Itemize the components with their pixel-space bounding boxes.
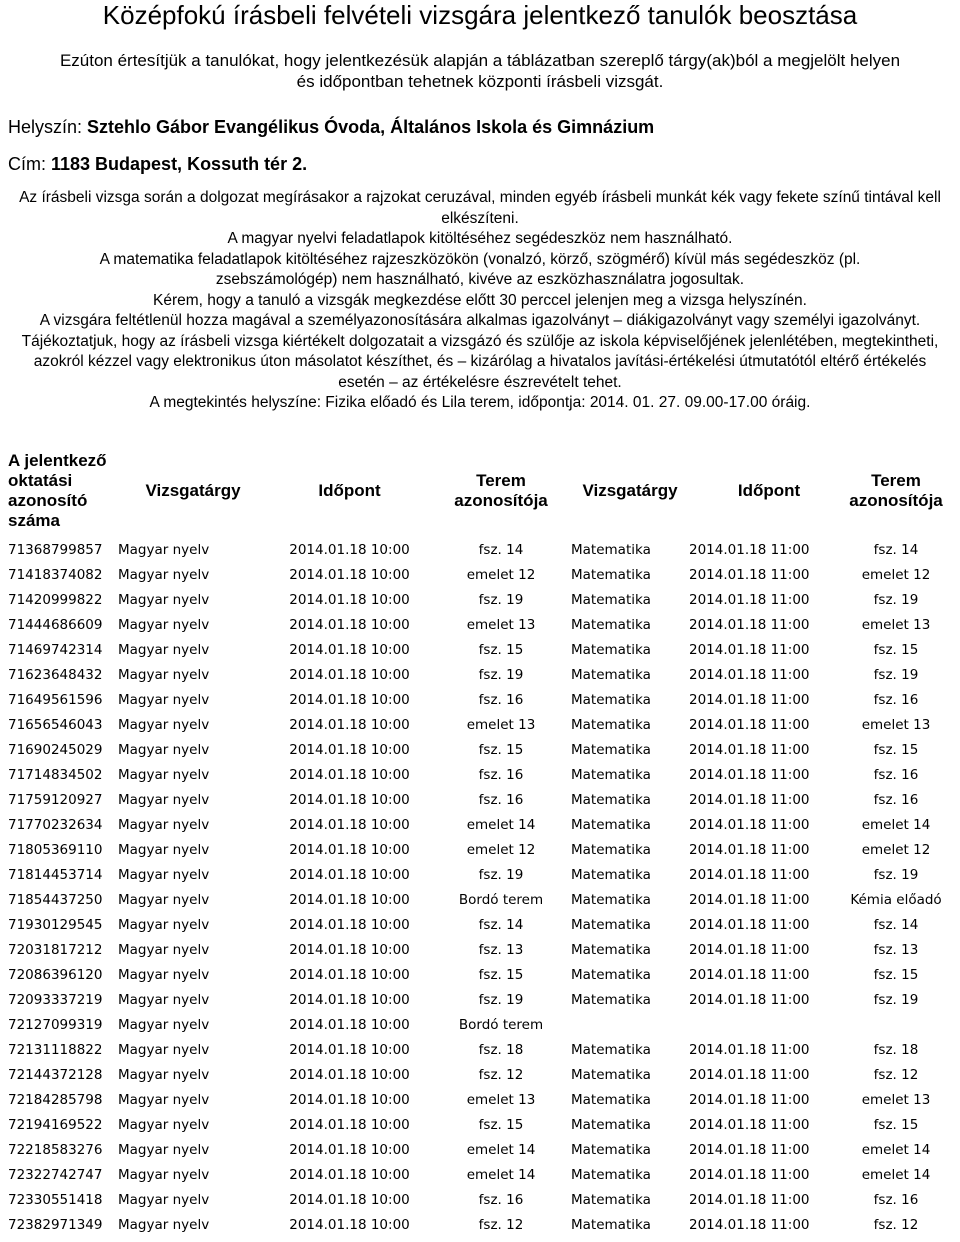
table-row <box>8 838 943 863</box>
subject-2-cell: Matematika <box>571 892 651 908</box>
table-row <box>8 1063 943 1088</box>
student-id-cell: 72031817212 <box>8 942 103 958</box>
room-1-cell: fsz. 19 <box>478 992 524 1008</box>
time-2-cell: 2014.01.18 11:00 <box>689 1117 810 1133</box>
time-2-cell: 2014.01.18 11:00 <box>689 817 810 833</box>
time-2-cell: 2014.01.18 11:00 <box>689 1067 810 1083</box>
subject-2-cell: Matematika <box>571 592 651 608</box>
exam-notes <box>0 188 960 414</box>
student-id-cell: 72194169522 <box>8 1117 103 1133</box>
room-1-cell: fsz. 14 <box>478 542 524 558</box>
room-1-cell: emelet 14 <box>466 817 536 833</box>
table-row <box>8 888 943 913</box>
time-1-cell: 2014.01.18 10:00 <box>289 592 410 608</box>
subject-2-cell: Matematika <box>571 1092 651 1108</box>
room-2-cell: emelet 13 <box>861 717 931 733</box>
time-1-cell: 2014.01.18 10:00 <box>289 917 410 933</box>
subject-1-cell: Magyar nyelv <box>118 967 210 983</box>
table-row <box>8 1038 943 1063</box>
intro-text <box>0 50 960 92</box>
table-row <box>8 663 943 688</box>
time-2-cell: 2014.01.18 11:00 <box>689 767 810 783</box>
table-row <box>8 763 943 788</box>
subject-1-cell: Magyar nyelv <box>118 1167 210 1183</box>
time-2-cell: 2014.01.18 11:00 <box>689 942 810 958</box>
header-room-2: Terem azonosítója <box>849 470 943 510</box>
subject-2-cell: Matematika <box>571 742 651 758</box>
room-1-cell: fsz. 19 <box>478 867 524 883</box>
subject-1-cell: Magyar nyelv <box>118 867 210 883</box>
time-2-cell: 2014.01.18 11:00 <box>689 542 810 558</box>
subject-1-cell: Magyar nyelv <box>118 792 210 808</box>
subject-2-cell: Matematika <box>571 1042 651 1058</box>
subject-2-cell: Matematika <box>571 842 651 858</box>
room-2-cell: fsz. 19 <box>873 992 919 1008</box>
table-header-row <box>8 443 943 538</box>
student-id-cell: 72322742747 <box>8 1167 103 1183</box>
time-1-cell: 2014.01.18 10:00 <box>289 1167 410 1183</box>
room-2-cell: fsz. 16 <box>873 767 919 783</box>
room-1-cell: fsz. 12 <box>478 1067 524 1083</box>
subject-1-cell: Magyar nyelv <box>118 692 210 708</box>
room-1-cell: fsz. 15 <box>478 1117 524 1133</box>
time-2-cell: 2014.01.18 11:00 <box>689 642 810 658</box>
subject-1-cell: Magyar nyelv <box>118 742 210 758</box>
student-id-cell: 71623648432 <box>8 667 103 683</box>
time-1-cell: 2014.01.18 10:00 <box>289 967 410 983</box>
time-1-cell: 2014.01.18 10:00 <box>289 1192 410 1208</box>
room-2-cell: fsz. 15 <box>873 1117 919 1133</box>
room-1-cell: Bordó terem <box>458 892 544 908</box>
subject-1-cell: Magyar nyelv <box>118 942 210 958</box>
time-2-cell: 2014.01.18 11:00 <box>689 742 810 758</box>
header-time-1: Időpont <box>318 480 381 500</box>
subject-2-cell: Matematika <box>571 1167 651 1183</box>
student-id-cell: 71444686609 <box>8 617 103 633</box>
time-2-cell: 2014.01.18 11:00 <box>689 692 810 708</box>
subject-1-cell: Magyar nyelv <box>118 917 210 933</box>
room-1-cell: fsz. 13 <box>478 942 524 958</box>
table-row <box>8 988 943 1013</box>
student-id-cell: 72144372128 <box>8 1067 103 1083</box>
time-1-cell: 2014.01.18 10:00 <box>289 867 410 883</box>
subject-2-cell: Matematika <box>571 792 651 808</box>
room-2-cell: fsz. 12 <box>873 1217 919 1233</box>
time-1-cell: 2014.01.18 10:00 <box>289 792 410 808</box>
note-pencil-ink: Az írásbeli vizsga során a dolgozat megírásakor a rajzokat ceruzával, minden egyéb írásbeli munkát kék vagy fekete színű tintával kell elkészíteni. <box>19 189 941 227</box>
time-2-cell: 2014.01.18 11:00 <box>689 917 810 933</box>
room-2-cell: fsz. 16 <box>873 1192 919 1208</box>
room-1-cell: fsz. 12 <box>478 1217 524 1233</box>
table-row <box>8 913 943 938</box>
page-title: Középfokú írásbeli felvételi vizsgára jelentkező tanulók beosztása <box>102 0 858 30</box>
time-2-cell: 2014.01.18 11:00 <box>689 1092 810 1108</box>
room-2-cell: fsz. 15 <box>873 967 919 983</box>
subject-2-cell: Matematika <box>571 1217 651 1233</box>
room-1-cell: emelet 14 <box>466 1142 536 1158</box>
room-2-cell: fsz. 19 <box>873 867 919 883</box>
location-value: Sztehlo Gábor Evangélikus Óvoda, Általános Iskola és Gimnázium <box>87 117 655 137</box>
room-1-cell: emelet 13 <box>466 617 536 633</box>
time-1-cell: 2014.01.18 10:00 <box>289 542 410 558</box>
room-2-cell: emelet 14 <box>861 1142 931 1158</box>
room-1-cell: fsz. 16 <box>478 792 524 808</box>
location-label: Helyszín: <box>8 117 88 137</box>
address-label: Cím: <box>8 154 51 174</box>
room-2-cell: emelet 14 <box>861 1167 931 1183</box>
room-2-cell: fsz. 18 <box>873 1042 919 1058</box>
table-row <box>8 1188 943 1213</box>
time-2-cell: 2014.01.18 11:00 <box>689 967 810 983</box>
address-line <box>8 153 307 175</box>
time-2-cell: 2014.01.18 11:00 <box>689 1042 810 1058</box>
time-1-cell: 2014.01.18 10:00 <box>289 992 410 1008</box>
room-2-cell: emelet 13 <box>861 1092 931 1108</box>
room-2-cell: emelet 12 <box>861 842 931 858</box>
subject-1-cell: Magyar nyelv <box>118 1092 210 1108</box>
room-2-cell: Kémia előadó <box>850 892 942 908</box>
time-1-cell: 2014.01.18 10:00 <box>289 667 410 683</box>
room-2-cell: fsz. 14 <box>873 542 919 558</box>
subject-2-cell: Matematika <box>571 817 651 833</box>
subject-1-cell: Magyar nyelv <box>118 1117 210 1133</box>
table-row <box>8 1138 943 1163</box>
room-2-cell: fsz. 15 <box>873 642 919 658</box>
room-1-cell: fsz. 15 <box>478 967 524 983</box>
note-id-card: A vizsgára feltétlenül hozza magával a személyazonosítására alkalmas igazolványt – diákigazolványt vagy személyi igazolványt. <box>39 312 921 329</box>
intro-line-2: és időpontban tehetnek központi írásbeli vizsgát. <box>296 72 664 91</box>
time-2-cell: 2014.01.18 11:00 <box>689 992 810 1008</box>
subject-1-cell: Magyar nyelv <box>118 992 210 1008</box>
subject-2-cell: Matematika <box>571 1067 651 1083</box>
time-1-cell: 2014.01.18 10:00 <box>289 1117 410 1133</box>
subject-2-cell: Matematika <box>571 867 651 883</box>
subject-2-cell: Matematika <box>571 967 651 983</box>
room-1-cell: fsz. 16 <box>478 767 524 783</box>
room-2-cell: emelet 12 <box>861 567 931 583</box>
subject-2-cell: Matematika <box>571 667 651 683</box>
time-2-cell: 2014.01.18 11:00 <box>689 1217 810 1233</box>
time-2-cell: 2014.01.18 11:00 <box>689 1142 810 1158</box>
header-subject-2: Vizsgatárgy <box>582 480 678 500</box>
student-id-cell: 72127099319 <box>8 1017 103 1033</box>
student-id-cell: 71930129545 <box>8 917 103 933</box>
room-1-cell: fsz. 19 <box>478 667 524 683</box>
time-2-cell: 2014.01.18 11:00 <box>689 567 810 583</box>
table-row <box>8 713 943 738</box>
time-1-cell: 2014.01.18 10:00 <box>289 1067 410 1083</box>
table-row <box>8 938 943 963</box>
time-2-cell <box>689 1013 849 1038</box>
subject-1-cell: Magyar nyelv <box>118 667 210 683</box>
subject-1-cell: Magyar nyelv <box>118 1217 210 1233</box>
subject-1-cell: Magyar nyelv <box>118 592 210 608</box>
subject-1-cell: Magyar nyelv <box>118 717 210 733</box>
student-id-cell: 71420999822 <box>8 592 103 608</box>
room-2-cell: emelet 13 <box>861 617 931 633</box>
student-id-cell: 71714834502 <box>8 767 103 783</box>
student-id-cell: 71656546043 <box>8 717 103 733</box>
room-2-cell: fsz. 16 <box>873 792 919 808</box>
subject-2-cell: Matematika <box>571 642 651 658</box>
subject-2-cell: Matematika <box>571 1142 651 1158</box>
note-review: Tájékoztatjuk, hogy az írásbeli vizsga kiértékelt dolgozatait a vizsgázó és szülője az iskola képviselőjének jelenlétében, megtekintheti, azokról kézzel vagy elektronikus úton másolatot készíthet, és – kizárólag a hivatalos javítási-értékelési útmutatótól eltérő értékelés esetén – az értékelésre észrevételt tehet. <box>21 332 939 391</box>
subject-1-cell: Magyar nyelv <box>118 1067 210 1083</box>
subject-2-cell: Matematika <box>571 617 651 633</box>
subject-2-cell: Matematika <box>571 942 651 958</box>
table-row <box>8 1013 943 1038</box>
time-2-cell: 2014.01.18 11:00 <box>689 667 810 683</box>
time-1-cell: 2014.01.18 10:00 <box>289 817 410 833</box>
subject-1-cell: Magyar nyelv <box>118 842 210 858</box>
student-id-cell: 71805369110 <box>8 842 103 858</box>
time-1-cell: 2014.01.18 10:00 <box>289 1092 410 1108</box>
header-subject-1: Vizsgatárgy <box>145 480 241 500</box>
location-line <box>8 116 654 138</box>
table-row <box>8 688 943 713</box>
table-row <box>8 788 943 813</box>
student-id-cell: 71814453714 <box>8 867 103 883</box>
subject-1-cell: Magyar nyelv <box>118 567 210 583</box>
student-id-cell: 71469742314 <box>8 642 103 658</box>
time-2-cell: 2014.01.18 11:00 <box>689 1167 810 1183</box>
room-2-cell: emelet 14 <box>861 817 931 833</box>
table-row <box>8 1088 943 1113</box>
time-1-cell: 2014.01.18 10:00 <box>289 617 410 633</box>
room-1-cell: fsz. 19 <box>478 592 524 608</box>
table-row <box>8 738 943 763</box>
room-1-cell: fsz. 14 <box>478 917 524 933</box>
table-row <box>8 863 943 888</box>
table-row <box>8 1163 943 1188</box>
table-row <box>8 613 943 638</box>
student-id-cell: 72131118822 <box>8 1042 103 1058</box>
subject-1-cell: Magyar nyelv <box>118 1142 210 1158</box>
student-id-cell: 71368799857 <box>8 542 103 558</box>
room-1-cell: Bordó terem <box>458 1017 544 1033</box>
time-2-cell: 2014.01.18 11:00 <box>689 867 810 883</box>
table-row <box>8 588 943 613</box>
room-1-cell: fsz. 16 <box>478 1192 524 1208</box>
time-2-cell: 2014.01.18 11:00 <box>689 617 810 633</box>
time-1-cell: 2014.01.18 10:00 <box>289 742 410 758</box>
room-2-cell: fsz. 16 <box>873 692 919 708</box>
note-hungarian-tools: A magyar nyelvi feladatlapok kitöltéséhez segédeszköz nem használható. <box>227 230 733 247</box>
note-arrival: Kérem, hogy a tanuló a vizsgák megkezdése előtt 30 perccel jelenjen meg a vizsga helyszínén. <box>153 291 807 309</box>
time-1-cell: 2014.01.18 10:00 <box>289 1017 410 1033</box>
subject-2-cell: Matematika <box>571 1192 651 1208</box>
time-2-cell: 2014.01.18 11:00 <box>689 592 810 608</box>
subject-1-cell: Magyar nyelv <box>118 642 210 658</box>
schedule-table <box>8 443 943 1238</box>
student-id-cell: 72086396120 <box>8 967 103 983</box>
room-1-cell: fsz. 15 <box>478 742 524 758</box>
subject-1-cell: Magyar nyelv <box>118 1017 210 1033</box>
header-student-id: A jelentkező oktatási azonosító száma <box>8 450 107 530</box>
student-id-cell: 72218583276 <box>8 1142 103 1158</box>
subject-2-cell: Matematika <box>571 1117 651 1133</box>
room-1-cell: emelet 13 <box>466 717 536 733</box>
header-time-2: Időpont <box>737 480 801 500</box>
time-2-cell: 2014.01.18 11:00 <box>689 717 810 733</box>
room-2-cell <box>849 1013 943 1038</box>
subject-1-cell: Magyar nyelv <box>118 817 210 833</box>
subject-2-cell: Matematika <box>571 692 651 708</box>
room-1-cell: fsz. 18 <box>478 1042 524 1058</box>
time-1-cell: 2014.01.18 10:00 <box>289 942 410 958</box>
note-math-tools: A matematika feladatlapok kitöltéséhez rajzeszközökön (vonalzó, körző, szögmérő) kívül más segédeszköz (pl. zsebszámológép) nem használható, kivéve az eszközhasználatra jogosultak. <box>99 250 861 288</box>
student-id-cell: 71770232634 <box>8 817 103 833</box>
subject-1-cell: Magyar nyelv <box>118 767 210 783</box>
room-2-cell: fsz. 19 <box>873 592 919 608</box>
table-row <box>8 563 943 588</box>
student-id-cell: 72382971349 <box>8 1217 103 1233</box>
room-1-cell: emelet 14 <box>466 1167 536 1183</box>
table-body <box>8 538 943 1238</box>
time-1-cell: 2014.01.18 10:00 <box>289 692 410 708</box>
time-1-cell: 2014.01.18 10:00 <box>289 717 410 733</box>
student-id-cell: 71418374082 <box>8 567 103 583</box>
header-room-1: Terem azonosítója <box>454 470 548 510</box>
subject-2-cell: Matematika <box>571 767 651 783</box>
room-2-cell: fsz. 12 <box>873 1067 919 1083</box>
intro-line-1: Ezúton értesítjük a tanulókat, hogy jelentkezésük alapján a táblázatban szereplő tárgy(ak)ból a megjelölt helyen <box>59 51 901 70</box>
subject-1-cell: Magyar nyelv <box>118 1042 210 1058</box>
subject-1-cell: Magyar nyelv <box>118 542 210 558</box>
table-row <box>8 638 943 663</box>
time-1-cell: 2014.01.18 10:00 <box>289 842 410 858</box>
room-2-cell: fsz. 19 <box>873 667 919 683</box>
note-review-place: A megtekintés helyszíne: Fizika előadó és Lila terem, időpontja: 2014. 01. 27. 09.00-17.00 óráig. <box>149 394 811 411</box>
subject-2-cell <box>571 1013 689 1038</box>
subject-1-cell: Magyar nyelv <box>118 617 210 633</box>
room-2-cell: fsz. 13 <box>873 942 919 958</box>
student-id-cell: 71649561596 <box>8 692 103 708</box>
subject-1-cell: Magyar nyelv <box>118 1192 210 1208</box>
student-id-cell: 71690245029 <box>8 742 103 758</box>
time-2-cell: 2014.01.18 11:00 <box>689 892 810 908</box>
table-row <box>8 1113 943 1138</box>
room-1-cell: emelet 12 <box>466 842 536 858</box>
time-2-cell: 2014.01.18 11:00 <box>689 792 810 808</box>
table-row <box>8 1213 943 1238</box>
room-1-cell: fsz. 15 <box>478 642 524 658</box>
subject-2-cell: Matematika <box>571 542 651 558</box>
subject-2-cell: Matematika <box>571 917 651 933</box>
room-1-cell: emelet 13 <box>466 1092 536 1108</box>
subject-2-cell: Matematika <box>571 567 651 583</box>
room-2-cell: fsz. 15 <box>873 742 919 758</box>
student-id-cell: 71854437250 <box>8 892 103 908</box>
address-value: 1183 Budapest, Kossuth tér 2. <box>51 154 308 174</box>
student-id-cell: 72184285798 <box>8 1092 103 1108</box>
table-row <box>8 813 943 838</box>
room-1-cell: fsz. 16 <box>478 692 524 708</box>
table-row <box>8 538 943 563</box>
time-1-cell: 2014.01.18 10:00 <box>289 767 410 783</box>
time-2-cell: 2014.01.18 11:00 <box>689 1192 810 1208</box>
table-row <box>8 963 943 988</box>
subject-1-cell: Magyar nyelv <box>118 892 210 908</box>
time-1-cell: 2014.01.18 10:00 <box>289 642 410 658</box>
time-1-cell: 2014.01.18 10:00 <box>289 1217 410 1233</box>
student-id-cell: 72330551418 <box>8 1192 103 1208</box>
time-1-cell: 2014.01.18 10:00 <box>289 1042 410 1058</box>
student-id-cell: 71759120927 <box>8 792 103 808</box>
room-2-cell: fsz. 14 <box>873 917 919 933</box>
time-1-cell: 2014.01.18 10:00 <box>289 1142 410 1158</box>
time-1-cell: 2014.01.18 10:00 <box>289 567 410 583</box>
subject-2-cell: Matematika <box>571 992 651 1008</box>
time-2-cell: 2014.01.18 11:00 <box>689 842 810 858</box>
room-1-cell: emelet 12 <box>466 567 536 583</box>
student-id-cell: 72093337219 <box>8 992 103 1008</box>
time-1-cell: 2014.01.18 10:00 <box>289 892 410 908</box>
subject-2-cell: Matematika <box>571 717 651 733</box>
